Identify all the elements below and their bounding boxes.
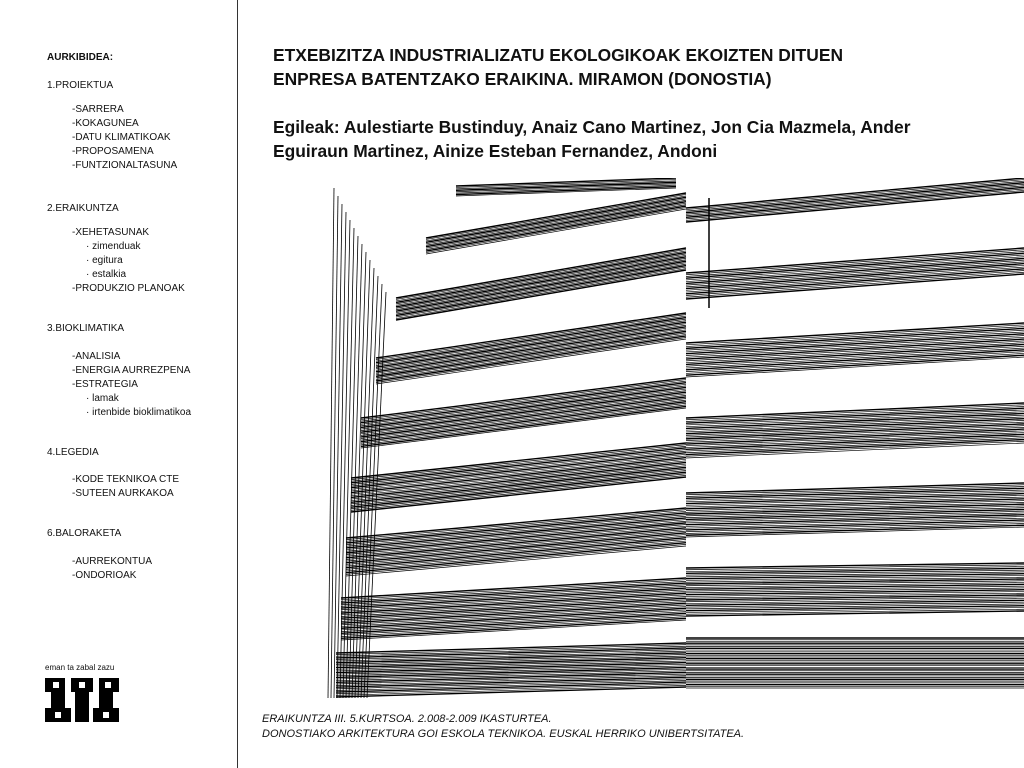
toc-item: -AURREKONTUA bbox=[72, 556, 153, 567]
title-line-2: ENPRESA BATENTZAKO ERAIKINA. MIRAMON (DONOSTIA) bbox=[273, 69, 772, 89]
toc-item: -PRODUKZIO PLANOAK bbox=[72, 283, 185, 294]
toc-item: -FUNTZIONALTASUNA bbox=[72, 160, 178, 171]
toc-item: -ONDORIOAK bbox=[72, 570, 137, 581]
toc-section: 3.BIOKLIMATIKA bbox=[47, 323, 125, 334]
louver-band-right bbox=[686, 178, 1024, 222]
louver-band-right bbox=[686, 563, 1024, 616]
louver-band-left bbox=[336, 643, 686, 697]
university-logo bbox=[45, 663, 125, 727]
louver-band-left bbox=[376, 313, 686, 384]
louver-band-right bbox=[686, 248, 1024, 299]
authors-line-2: Eguiraun Martinez, Ainize Esteban Fernandez, Andoni bbox=[273, 141, 718, 161]
louver-band-left bbox=[351, 443, 686, 512]
title-line-1: ETXEBIZITZA INDUSTRIALIZATU EKOLOGIKOAK EKOIZTEN DITUEN bbox=[273, 45, 844, 65]
facade-louvers-photo bbox=[326, 178, 1024, 704]
toc-item: -ESTRATEGIA bbox=[72, 379, 138, 390]
louver-band-right bbox=[686, 638, 1024, 688]
louver-band-right bbox=[686, 483, 1024, 537]
footer-line-1: ERAIKUNTZA III. 5.KURTSOA. 2.008-2.009 IKASTURTEA. bbox=[262, 713, 552, 725]
toc-item: -ANALISIA bbox=[72, 351, 121, 362]
authors-line-1: Egileak: Aulestiarte Bustinduy, Anaiz Cano Martinez, Jon Cia Mazmela, Ander bbox=[273, 117, 911, 137]
toc-sub: · estalkia bbox=[86, 269, 127, 280]
footer bbox=[262, 712, 744, 742]
authors bbox=[273, 115, 1018, 163]
louver-band-left bbox=[341, 578, 686, 640]
toc-item: -SARRERA bbox=[72, 104, 124, 115]
louver-band-left bbox=[426, 193, 686, 254]
footer-line-2: DONOSTIAKO ARKITEKTURA GOI ESKOLA TEKNIKOA. EUSKAL HERRIKO UNIBERTSITATEA. bbox=[262, 728, 745, 740]
louver-band-left bbox=[396, 248, 686, 320]
toc-section: 6.BALORAKETA bbox=[47, 528, 122, 539]
toc-section: 2.ERAIKUNTZA bbox=[47, 203, 119, 214]
toc-item: -DATU KLIMATIKOAK bbox=[72, 132, 171, 143]
toc-item: -PROPOSAMENA bbox=[72, 146, 154, 157]
louver-band-left bbox=[456, 178, 676, 196]
page-title bbox=[273, 43, 1018, 91]
toc-sub: · irtenbide bioklimatikoa bbox=[86, 407, 192, 418]
toc-sub: · lamak bbox=[86, 393, 119, 404]
louver-band-left bbox=[361, 378, 686, 448]
logo-motto: eman ta zabal zazu bbox=[45, 663, 115, 672]
toc-sub: · zimenduak bbox=[86, 241, 141, 252]
toc-sub: · egitura bbox=[86, 255, 123, 266]
toc-heading: AURKIBIDEA: bbox=[47, 52, 114, 63]
toc-item: -KODE TEKNIKOA CTE bbox=[72, 474, 180, 485]
toc-section: 4.LEGEDIA bbox=[47, 447, 99, 458]
toc-item: -XEHETASUNAK bbox=[72, 227, 150, 238]
toc-item: -ENERGIA AURREZPENA bbox=[72, 365, 191, 376]
louver-band-left bbox=[346, 508, 686, 576]
louver-band-right bbox=[686, 403, 1024, 458]
toc-item: -KOKAGUNEA bbox=[72, 118, 139, 129]
sidebar bbox=[0, 0, 238, 768]
louver-band-right bbox=[686, 323, 1024, 377]
toc-section: 1.PROIEKTUA bbox=[47, 80, 114, 91]
vertical-divider bbox=[237, 0, 238, 768]
toc-item: -SUTEEN AURKAKOA bbox=[72, 488, 174, 499]
upv-ehu-tree-icon bbox=[45, 678, 119, 722]
